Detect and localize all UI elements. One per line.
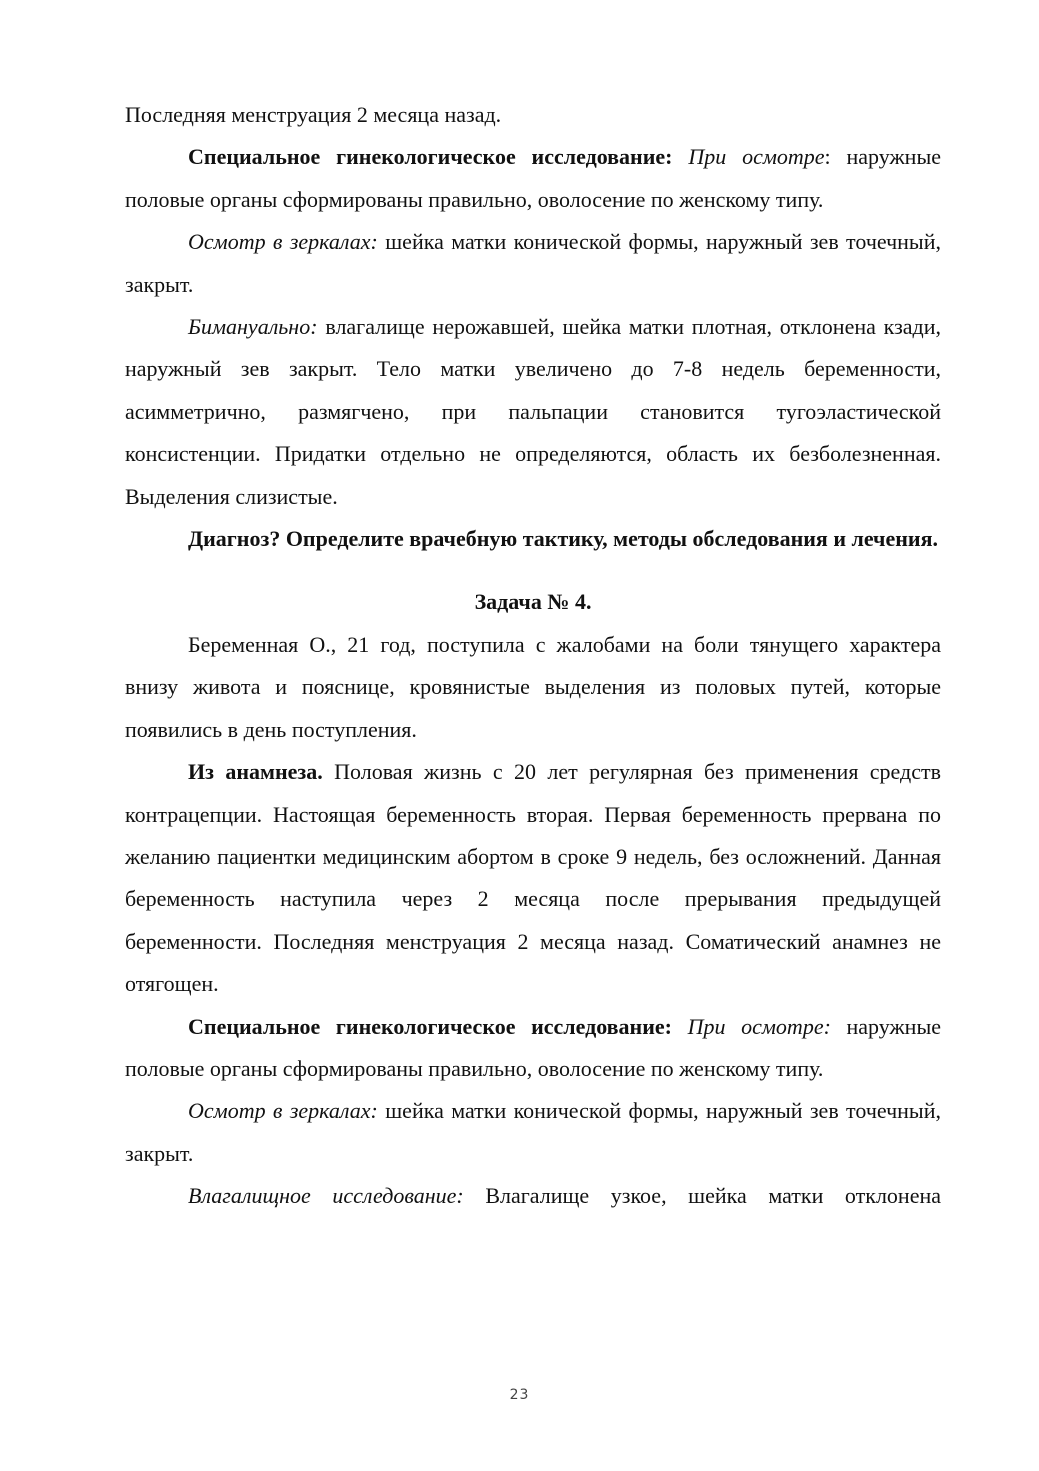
page-number: 23 xyxy=(509,1387,530,1403)
italic-label: Осмотр в зеркалах: xyxy=(188,229,378,255)
italic-label: При осмотре xyxy=(688,144,825,170)
paragraph-last-menstruation xyxy=(125,94,941,136)
paragraph-complaints xyxy=(125,624,941,751)
italic-label: При осмотре: xyxy=(687,1013,831,1039)
paragraph-text: наружные половые органы сформированы правильно, оволосение по женскому типу. xyxy=(125,1013,941,1081)
paragraph-text: Беременная О., 21 год, поступила с жалобами на боли тянущего характера внизу живота и пояснице, кровянистые выделения из половых путей, которые появились в день поступления. xyxy=(125,631,941,742)
paragraph-text: шейка матки конической формы, наружный зев точечный, закрыт. xyxy=(125,229,941,297)
paragraph-speculum-exam-2 xyxy=(125,1090,941,1175)
bold-heading: Из анамнеза. xyxy=(188,759,323,785)
bold-heading: Специальное гинекологическое исследование: xyxy=(188,144,673,170)
task-title: Задача № 4. xyxy=(474,589,592,615)
paragraph-diagnosis-question xyxy=(125,518,941,560)
paragraph-text: : наружные половые органы сформированы правильно, оволосение по женскому типу. xyxy=(125,144,941,212)
bold-heading: Специальное гинекологическое исследование: xyxy=(188,1013,673,1039)
paragraph-text: Половая жизнь с 20 лет регулярная без применения средств контрацепции. Настоящая беременность вторая. Первая беременность прервана по желанию пациентки медицинским абортом в сроке 9 недель, без осложнений. Данная беременность наступила через 2 месяца после прерывания предыдущей беременности. Последняя менструация 2 месяца назад. Соматический анамнез не отягощен. xyxy=(125,759,941,997)
page-content xyxy=(125,94,941,1218)
paragraph-text: Влагалище узкое, шейка матки отклонена xyxy=(463,1183,942,1209)
paragraph-speculum-exam xyxy=(125,221,941,306)
italic-label: Осмотр в зеркалах: xyxy=(188,1098,378,1124)
paragraph-text: Последняя менструация 2 месяца назад. xyxy=(125,102,502,127)
paragraph-gyn-exam xyxy=(125,136,941,221)
italic-label: Бимануально: xyxy=(188,314,318,340)
paragraph-vaginal-exam xyxy=(125,1175,941,1217)
bold-question: Диагноз? Определите врачебную тактику, методы обследования и лечения. xyxy=(188,526,938,552)
paragraph-text: шейка матки конической формы, наружный зев точечный, закрыт. xyxy=(125,1098,941,1166)
paragraph-gyn-exam-2 xyxy=(125,1006,941,1091)
italic-label: Влагалищное исследование: xyxy=(188,1183,464,1209)
paragraph-bimanual-exam xyxy=(125,306,941,518)
paragraph-anamnesis xyxy=(125,751,941,1005)
paragraph-text: влагалище нерожавшей, шейка матки плотная, отклонена кзади, наружный зев закрыт. Тело матки увеличено до 7-8 недель беременности, асимметрично, размягчено, при пальпации становится тугоэластической консистенции. Придатки отдельно не определяются, область их безболезненная. Выделения слизистые. xyxy=(125,314,941,509)
